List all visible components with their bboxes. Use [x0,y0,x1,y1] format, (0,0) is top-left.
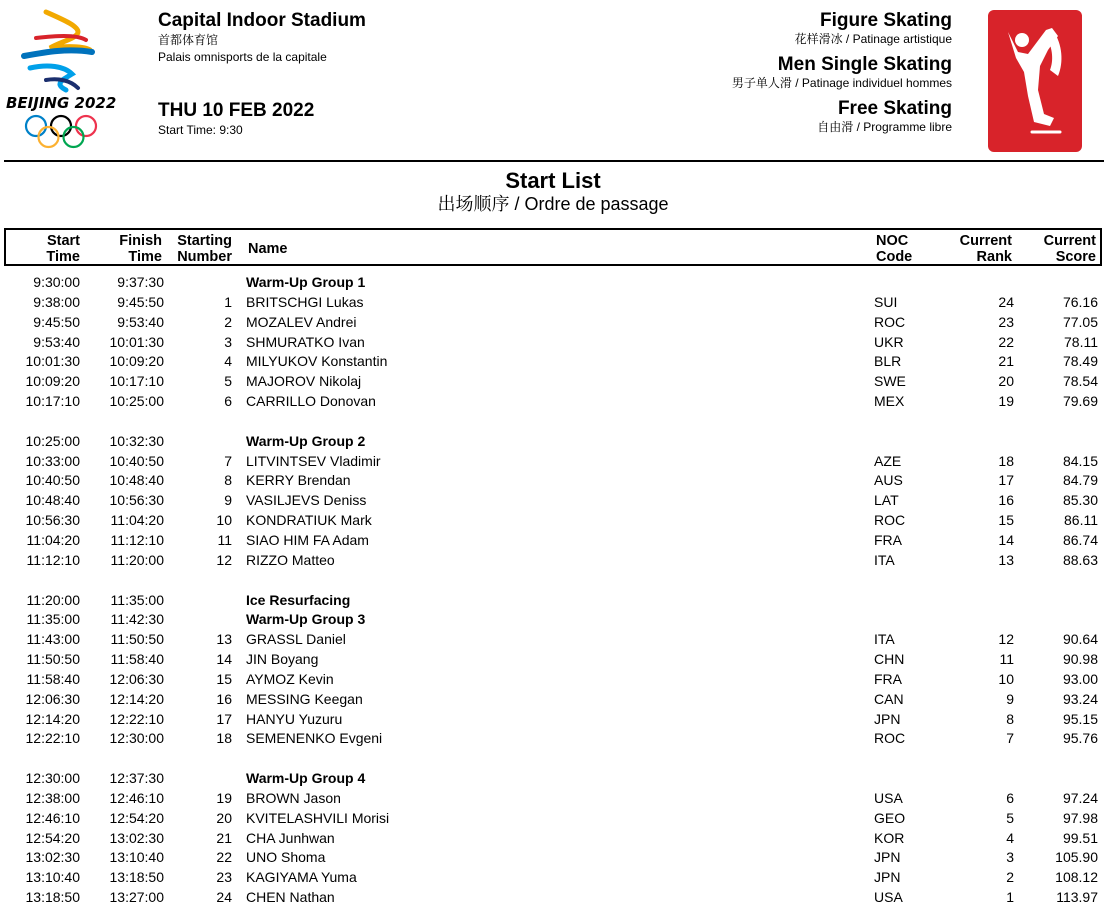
start-time-cell: 13:02:30 [25,849,80,866]
start-time-cell: 10:56:30 [25,512,80,529]
noc-code-cell: ROC [874,313,906,330]
current-score-cell: 113.97 [1056,889,1098,906]
current-score-cell: 108.12 [1055,869,1098,886]
finish-time-cell: 13:27:00 [109,889,164,906]
document-title: Start List [505,168,601,193]
venue-name-fr: Palais omnisports de la capitale [158,50,327,64]
skater-name-cell: KAGIYAMA Yuma [246,869,357,886]
noc-code-cell: JPN [874,710,901,727]
start-time-cell: 10:01:30 [25,353,80,370]
current-score-cell: 93.24 [1062,690,1098,707]
col-starting-number-line1: Starting [177,233,232,249]
group-label-row [4,432,1106,452]
finish-time-cell: 13:18:50 [109,869,164,886]
start-time-cell: 11:43:00 [26,631,80,648]
start-time-cell: 10:25:00 [25,432,80,449]
start-time-cell: 11:58:40 [26,670,80,687]
skater-name-cell: KONDRATIUK Mark [246,512,372,529]
event-block [732,10,952,142]
event-title: Men Single Skating [777,54,952,75]
col-noc-code [876,233,912,265]
noc-code-cell: ITA [874,631,895,648]
finish-time-cell: 11:42:30 [110,611,164,628]
current-rank-cell: 19 [998,393,1014,410]
noc-code-cell: SUI [874,293,898,310]
start-time-cell: 9:53:40 [33,333,80,350]
venue-name: Capital Indoor Stadium [158,10,366,31]
current-rank-cell: 11 [999,651,1014,668]
group-label-row [4,610,1106,630]
start-list-table [4,228,1106,908]
finish-time-cell: 11:58:40 [110,651,164,668]
starting-number-cell: 3 [224,333,232,350]
current-rank-cell: 10 [998,670,1014,687]
start-time-cell: 12:30:00 [25,770,80,787]
start-time-cell: 11:04:20 [26,531,80,548]
current-rank-cell: 24 [998,293,1014,310]
start-time-cell: 12:38:00 [25,789,80,806]
group-label-row [4,273,1106,293]
current-score-cell: 88.63 [1062,551,1098,568]
skater-name-cell: GRASSL Daniel [246,631,346,648]
current-score-cell: 95.76 [1062,730,1098,747]
current-rank-cell: 4 [1006,829,1014,846]
finish-time-cell: 10:40:50 [109,452,164,469]
sport-title: Figure Skating [820,10,952,31]
table-row [4,471,1106,491]
starting-number-cell: 18 [216,730,232,747]
starting-number-cell: 17 [216,710,232,727]
current-score-cell: 78.54 [1062,373,1098,390]
current-rank-cell: 23 [998,313,1014,330]
finish-time-cell: 9:45:50 [117,293,164,310]
skater-name-cell: MESSING Keegan [246,690,363,707]
finish-time-cell: 11:50:50 [110,631,164,648]
skater-name-cell: VASILJEVS Deniss [246,492,367,509]
table-row [4,313,1106,333]
col-finish-time [119,233,162,265]
start-time-cell: 10:33:00 [25,452,80,469]
starting-number-cell: 4 [224,353,232,370]
skater-name-cell: SIAO HIM FA Adam [246,531,369,548]
table-row [4,868,1106,888]
noc-code-cell: FRA [874,670,902,687]
current-score-cell: 84.79 [1062,472,1098,489]
table-header [4,228,1102,266]
group-label: Warm-Up Group 2 [246,432,366,449]
skater-name-cell: JIN Boyang [246,651,319,668]
spacer-row [4,412,1106,432]
current-rank-cell: 22 [998,333,1014,350]
noc-code-cell: ITA [874,551,895,568]
noc-code-cell: UKR [874,333,904,350]
sport-subtitle: 花样滑冰 / Patinage artistique [794,32,952,46]
table-row [4,372,1106,392]
finish-time-cell: 11:35:00 [110,591,164,608]
current-rank-cell: 18 [998,452,1014,469]
col-starting-number [177,233,232,265]
start-time-cell: 13:10:40 [25,869,80,886]
figure-skating-pictogram-icon [988,10,1082,152]
table-row [4,333,1106,353]
skater-name-cell: CHA Junhwan [246,829,335,846]
skater-name-cell: HANYU Yuzuru [246,710,343,727]
col-name: Name [248,241,288,257]
group-label: Warm-Up Group 1 [246,274,366,290]
table-row [4,809,1106,829]
group-label-row [4,591,1106,611]
finish-time-cell: 10:01:30 [109,333,164,350]
skater-name-cell: SEMENENKO Evgeni [246,730,383,747]
finish-time-cell: 10:48:40 [109,472,164,489]
table-row [4,630,1106,650]
skater-name-cell: KVITELASHVILI Morisi [246,809,390,826]
finish-time-cell: 10:09:20 [109,353,164,370]
start-time-cell: 11:20:00 [26,591,80,608]
col-noc-code-line2: Code [876,249,913,265]
current-score-cell: 95.15 [1062,710,1098,727]
noc-code-cell: SWE [874,373,906,390]
noc-code-cell: CHN [874,651,905,668]
page-header [0,0,1106,162]
segment-subtitle: 自由滑 / Programme libre [817,120,952,134]
starting-number-cell: 12 [216,551,232,568]
finish-time-cell: 12:06:30 [109,670,164,687]
starting-number-cell: 23 [216,869,232,886]
event-subtitle: 男子单人滑 / Patinage individuel hommes [731,76,952,90]
table-row [4,551,1106,571]
current-score-cell: 90.98 [1062,651,1098,668]
table-row [4,729,1106,749]
col-noc-code-line1: NOC [876,233,909,249]
current-score-cell: 90.64 [1062,631,1098,648]
col-starting-number-line2: Number [177,249,232,265]
starting-number-cell: 1 [224,293,232,310]
skater-name-cell: BRITSCHGI Lukas [246,293,364,310]
table-row [4,511,1106,531]
start-time-cell: 10:17:10 [25,393,80,410]
start-time-cell: 11:35:00 [26,611,80,628]
skater-name-cell: KERRY Brendan [246,472,351,489]
current-score-cell: 93.00 [1062,670,1098,687]
starting-number-cell: 15 [216,670,232,687]
finish-time-cell: 10:56:30 [109,492,164,509]
current-rank-cell: 15 [998,512,1014,529]
start-time-cell: 12:06:30 [25,690,80,707]
document-subtitle: 出场顺序 / Ordre de passage [437,194,669,214]
beijing-2022-logo-icon [6,8,130,154]
skater-name-cell: UNO Shoma [246,849,326,866]
start-time-cell: 12:54:20 [25,829,80,846]
header-divider [4,160,1104,162]
skater-name-cell: BROWN Jason [246,789,341,806]
finish-time-cell: 10:25:00 [109,393,164,410]
current-rank-cell: 3 [1006,849,1014,866]
finish-time-cell: 11:12:10 [110,531,164,548]
noc-code-cell: FRA [874,531,902,548]
starting-number-cell: 10 [216,512,232,529]
starting-number-cell: 5 [224,373,232,390]
starting-number-cell: 9 [224,492,232,509]
table-row [4,650,1106,670]
table-body [4,273,1106,908]
table-row [4,829,1106,849]
finish-time-cell: 12:14:20 [109,690,164,707]
current-score-cell: 97.24 [1062,789,1098,806]
event-start-time: Start Time: 9:30 [158,123,243,137]
start-time-cell: 12:14:20 [25,710,80,727]
start-time-cell: 9:45:50 [33,313,80,330]
current-score-cell: 76.16 [1062,293,1098,310]
noc-code-cell: AUS [874,472,903,489]
noc-code-cell: JPN [874,849,901,866]
starting-number-cell: 19 [216,789,232,806]
starting-number-cell: 2 [224,313,232,330]
current-rank-cell: 8 [1006,710,1014,727]
noc-code-cell: GEO [874,809,906,826]
table-row [4,710,1106,730]
noc-code-cell: LAT [874,492,899,509]
current-rank-cell: 16 [998,492,1014,509]
table-row [4,848,1106,868]
current-rank-cell: 12 [998,631,1014,648]
group-label-row [4,769,1106,789]
starting-number-cell: 21 [216,829,232,846]
start-time-cell: 12:46:10 [25,809,80,826]
finish-time-cell: 12:22:10 [109,710,164,727]
table-row [4,352,1106,372]
start-time-cell: 10:09:20 [25,373,80,390]
start-time-cell: 12:22:10 [25,730,80,747]
current-rank-cell: 14 [998,531,1014,548]
noc-code-cell: JPN [874,869,901,886]
table-row [4,888,1106,908]
table-row [4,491,1106,511]
skater-name-cell: CHEN Nathan [246,889,335,906]
starting-number-cell: 22 [216,849,232,866]
starting-number-cell: 11 [217,531,232,548]
noc-code-cell: USA [874,789,903,806]
starting-number-cell: 14 [216,651,232,668]
noc-code-cell: USA [874,889,903,906]
finish-time-cell: 13:02:30 [109,829,164,846]
start-time-cell: 10:48:40 [25,492,80,509]
current-rank-cell: 20 [998,373,1014,390]
table-row [4,452,1106,472]
current-rank-cell: 2 [1006,869,1014,886]
current-rank-cell: 13 [998,551,1014,568]
table-row [4,670,1106,690]
finish-time-cell: 11:20:00 [110,551,164,568]
event-date: THU 10 FEB 2022 [158,100,315,121]
col-start-time [46,233,80,265]
finish-time-cell: 12:30:00 [109,730,164,747]
venue-name-zh: 首都体育馆 [158,33,219,47]
current-score-cell: 85.30 [1062,492,1098,509]
col-current-score [1044,233,1096,265]
finish-time-cell: 12:37:30 [109,770,164,787]
skater-name-cell: AYMOZ Kevin [246,670,334,687]
group-label: Warm-Up Group 3 [246,611,366,628]
noc-code-cell: CAN [874,690,904,707]
current-rank-cell: 6 [1006,789,1014,806]
current-score-cell: 97.98 [1062,809,1098,826]
table-row [4,392,1106,412]
col-current-rank-line1: Current [959,233,1012,249]
skater-name-cell: MAJOROV Nikolaj [246,373,362,390]
skater-name-cell: LITVINTSEV Vladimir [246,452,381,469]
col-start-time-line2: Time [46,249,80,265]
finish-time-cell: 9:37:30 [117,274,164,290]
group-label: Warm-Up Group 4 [246,770,366,787]
col-finish-time-line1: Finish [119,233,162,249]
current-score-cell: 79.69 [1062,393,1098,410]
current-rank-cell: 1 [1006,889,1014,906]
finish-time-cell: 10:32:30 [109,432,164,449]
current-rank-cell: 7 [1006,730,1014,747]
finish-time-cell: 12:46:10 [109,789,164,806]
finish-time-cell: 11:04:20 [110,512,164,529]
skater-name-cell: CARRILLO Donovan [246,393,376,410]
current-score-cell: 105.90 [1055,849,1098,866]
finish-time-cell: 13:10:40 [109,849,164,866]
starting-number-cell: 8 [224,472,232,489]
col-current-rank [960,233,1012,265]
starting-number-cell: 13 [216,631,232,648]
finish-time-cell: 10:17:10 [109,373,164,390]
table-row [4,789,1106,809]
logo-wordmark: BEIJING 2022 [6,94,117,112]
current-score-cell: 86.74 [1062,531,1098,548]
table-row [4,690,1106,710]
noc-code-cell: BLR [874,353,902,370]
current-rank-cell: 9 [1006,690,1014,707]
starting-number-cell: 20 [216,809,232,826]
starting-number-cell: 6 [224,393,232,410]
start-time-cell: 10:40:50 [25,472,80,489]
finish-time-cell: 12:54:20 [109,809,164,826]
start-time-cell: 9:38:00 [33,293,80,310]
current-score-cell: 78.49 [1062,353,1098,370]
start-time-cell: 11:50:50 [26,651,80,668]
col-current-score-line2: Score [1055,249,1096,265]
finish-time-cell: 9:53:40 [117,313,164,330]
spacer-row [4,749,1106,769]
starting-number-cell: 16 [216,690,232,707]
date-block [158,100,314,139]
noc-code-cell: MEX [874,393,905,410]
current-score-cell: 78.11 [1064,333,1098,350]
group-label: Ice Resurfacing [246,591,351,608]
noc-code-cell: KOR [874,829,905,846]
spacer-row [4,571,1106,591]
col-start-time-line1: Start [46,233,80,249]
table-row [4,531,1106,551]
document-titles [0,169,1106,215]
current-score-cell: 99.51 [1062,829,1098,846]
starting-number-cell: 7 [224,452,232,469]
skater-name-cell: MOZALEV Andrei [246,313,357,330]
current-score-cell: 86.11 [1064,512,1098,529]
start-time-cell: 9:30:00 [33,274,80,290]
current-rank-cell: 21 [998,353,1014,370]
noc-code-cell: ROC [874,730,906,747]
col-current-rank-line2: Rank [976,249,1012,265]
skater-name-cell: RIZZO Matteo [246,551,335,568]
venue-block [158,10,366,66]
starting-number-cell: 24 [216,889,232,906]
col-finish-time-line2: Time [128,249,162,265]
start-time-cell: 13:18:50 [25,889,80,906]
start-time-cell: 11:12:10 [26,551,80,568]
current-rank-cell: 17 [998,472,1014,489]
col-current-score-line1: Current [1043,233,1096,249]
current-score-cell: 84.15 [1062,452,1098,469]
current-rank-cell: 5 [1006,809,1014,826]
segment-title: Free Skating [837,98,952,119]
table-row [4,293,1106,313]
noc-code-cell: ROC [874,512,906,529]
skater-name-cell: MILYUKOV Konstantin [246,353,388,370]
current-score-cell: 77.05 [1062,313,1098,330]
skater-name-cell: SHMURATKO Ivan [246,333,365,350]
noc-code-cell: AZE [874,452,902,469]
